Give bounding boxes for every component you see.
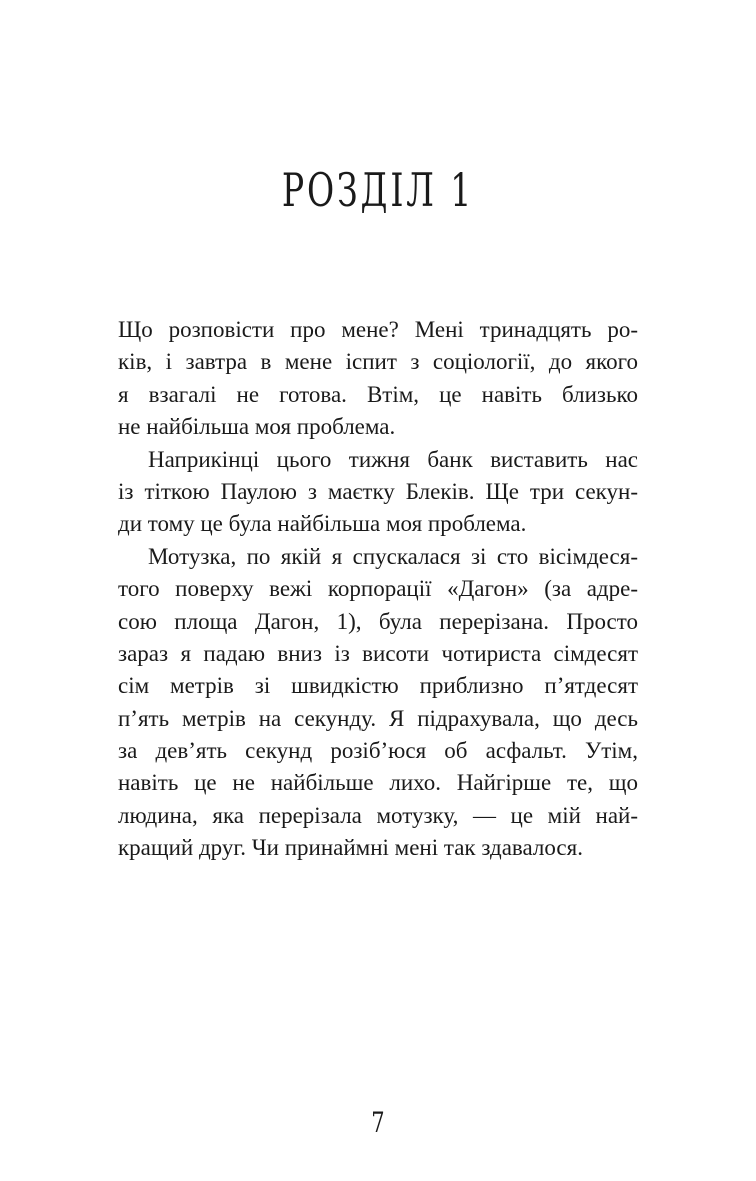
text-line: Наприкінці цього тижня банк виставить нас bbox=[148, 446, 638, 472]
text-line: сою площа Дагон, 1), була перерізана. Просто bbox=[118, 608, 638, 634]
text-line: людина, яка перерізала мотузку, — це мій най- bbox=[118, 802, 638, 828]
text-line: того поверху вежі корпорації «Дагон» (за адре- bbox=[118, 576, 638, 602]
text-line: ди тому це була найбільша моя проблема. bbox=[118, 511, 527, 537]
text-line: із тіткою Паулою з маєтку Блеків. Ще три секун- bbox=[118, 478, 638, 504]
text-line: Мотузка, по якій я спускалася зі сто вісімдеся- bbox=[148, 543, 638, 569]
body-text bbox=[118, 314, 638, 865]
text-line: ків, і завтра в мене іспит з соціології, до якого bbox=[118, 349, 638, 375]
text-line: зараз я падаю вниз із висоти чотириста сімдесят bbox=[118, 640, 638, 666]
page-number: 7 bbox=[371, 1106, 385, 1139]
text-line: сім метрів зі швидкістю приблизно п’ятдесят bbox=[118, 673, 638, 699]
text-line: Що розповісти про мене? Мені тринадцять ро- bbox=[118, 317, 638, 342]
text-line: не найбільша моя проблема. bbox=[118, 414, 396, 440]
text-line: за дев’ять секунд розіб’юся об асфальт. Утім, bbox=[118, 738, 638, 764]
text-line: п’ять метрів на секунду. Я підрахувала, що десь bbox=[118, 705, 638, 731]
chapter-title: РОЗДІЛ 1 bbox=[281, 163, 475, 217]
text-line: кращий друг. Чи принаймні мені так здавалося. bbox=[118, 835, 583, 861]
text-line: я взагалі не готова. Втім, це навіть близько bbox=[118, 381, 638, 407]
text-line: навіть це не найбільше лихо. Найгірше те, що bbox=[118, 770, 638, 796]
